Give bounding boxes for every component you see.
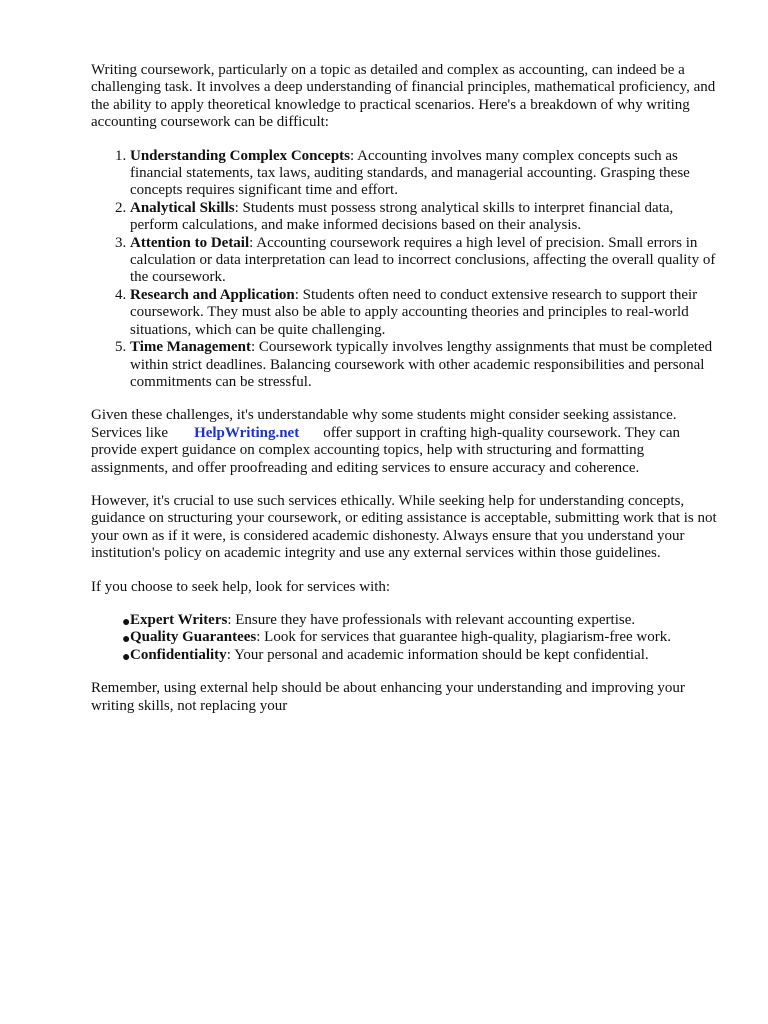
list-item-term: Expert Writers <box>130 611 228 628</box>
list-item: 3. Attention to Detail: Accounting coursework requires a high level of precision. Small errors in calculation or data interpretation can lead to incorrect conclusions, affecting the overall quality of the coursework. <box>130 235 719 287</box>
list-item: ● Confidentiality: Your personal and academic information should be kept confidential. <box>122 646 649 665</box>
challenges-list <box>91 148 719 392</box>
list-item: 2. Analytical Skills: Students must possess strong analytical skills to interpret financial data, perform calculations, and make informed decisions based on their analysis. <box>130 200 719 235</box>
list-item-text: Students often need to conduct extensive research to support their coursework. They must also be able to apply accounting theories and principles to real-world situations, which can be quite challenging. <box>130 286 698 338</box>
list-item-term: Attention to Detail <box>130 234 250 251</box>
closing-paragraph: Remember, using external help should be about enhancing your understanding and improving your writing skills, not replacing your <box>91 680 685 714</box>
list-item: 5. Time Management: Coursework typically involves lengthy assignments that must be completed within strict deadlines. Balancing coursework with other academic responsibilities and personal commitments can be stressful. <box>130 339 719 391</box>
services-paragraph: Given these challenges, it's understandable why some students might consider seeking assistance. Services like HelpWriting.net offer support in crafting high-quality coursework. They can provide expert guidance on complex accounting topics, help with structuring and formatting assignments, and offer proofreading and editing services to ensure accuracy and coherence. <box>91 407 681 476</box>
lead-in-paragraph: If you choose to seek help, look for services with: <box>91 578 391 595</box>
list-item-term: Confidentiality <box>130 646 227 663</box>
list-item: 1. Understanding Complex Concepts: Accounting involves many complex concepts such as financial statements, tax laws, auditing standards, and managerial accounting. Grasping these concepts requires significant time and effort. <box>130 148 719 200</box>
list-item-term: Time Management <box>130 339 251 356</box>
bullet-icon: ● <box>122 614 131 630</box>
intro-paragraph: Writing coursework, particularly on a topic as detailed and complex as accounting, can indeed be a challenging task. It involves a deep understanding of financial principles, mathematical proficiency, and the ability to apply theoretical knowledge to practical scenarios. Here's a breakdown of why writing accounting coursework can be difficult: <box>91 62 716 131</box>
list-item-term: Quality Guarantees <box>130 629 257 646</box>
list-item-text: Ensure they have professionals with relevant accounting expertise. <box>235 611 636 628</box>
list-item-term: Understanding Complex Concepts <box>130 147 351 164</box>
list-item: ● Quality Guarantees: Look for services that guarantee high-quality, plagiarism-free work. <box>122 629 671 648</box>
list-item-term: Analytical Skills <box>130 199 235 216</box>
ethics-paragraph: However, it's crucial to use such services ethically. While seeking help for understanding concepts, guidance on structuring your coursework, or editing assistance is acceptable, submitting work that is not your own as if it were, is considered academic dishonesty. Always ensure that you understand your institution's policy on academic integrity and use any external services within those guidelines. <box>91 492 717 562</box>
bullet-icon: ● <box>122 632 131 648</box>
document-page <box>91 62 719 731</box>
list-item: 4. Research and Application: Students often need to conduct extensive research to support their coursework. They must also be able to apply accounting theories and principles to real-world situations, which can be quite challenging. <box>130 287 719 339</box>
list-item-text: Coursework typically involves lengthy assignments that must be completed within strict deadlines. Balancing coursework with other academic responsibilities and personal commitments can be stressful. <box>130 339 713 390</box>
list-item-term: Research and Application <box>130 286 295 303</box>
list-item-text: Your personal and academic information should be kept confidential. <box>234 646 649 663</box>
list-item-text: Accounting involves many complex concepts such as financial statements, tax laws, auditing standards, and managerial accounting. Grasping these concepts requires significant time and effort. <box>130 147 690 199</box>
list-item-text: Students must possess strong analytical skills to interpret financial data, perform calculations, and make informed decisions based on their analysis. <box>130 199 674 234</box>
list-item-text: Look for services that guarantee high-quality, plagiarism-free work. <box>264 629 671 646</box>
helpwriting-link[interactable]: HelpWriting.net <box>194 424 300 441</box>
bullet-icon: ● <box>122 649 131 665</box>
list-item-text: Accounting coursework requires a high level of precision. Small errors in calculation or data interpretation can lead to incorrect conclusions, affecting the overall quality of the coursework. <box>130 234 716 286</box>
criteria-list <box>91 612 719 664</box>
list-item: ● Expert Writers: Ensure they have professionals with relevant accounting expertise. <box>122 611 636 630</box>
